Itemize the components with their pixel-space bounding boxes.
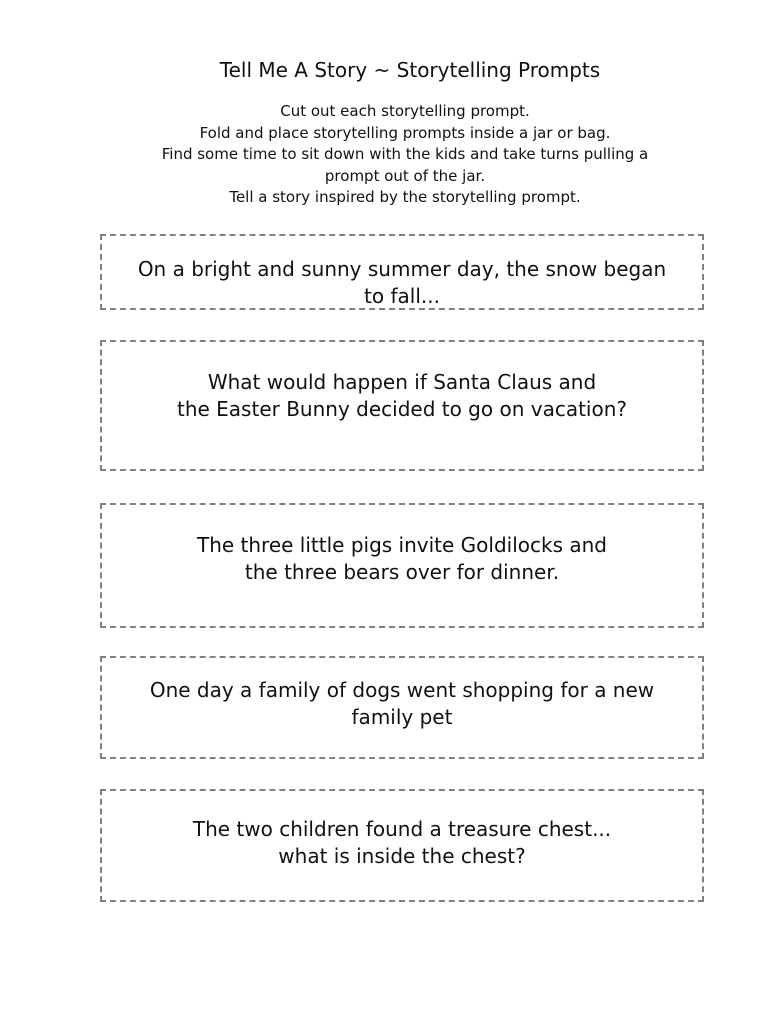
prompt-text: [102, 256, 702, 310]
instruction-line: Cut out each storytelling prompt.: [280, 102, 530, 120]
prompt-line: to fall...: [364, 284, 440, 308]
prompt-line: the three bears over for dinner.: [244, 560, 560, 584]
prompt-line: What would happen if Santa Claus and: [207, 370, 597, 394]
prompt-line: family pet: [351, 705, 453, 729]
prompt-card-2: [100, 340, 704, 471]
prompt-line: One day a family of dogs went shopping for a new: [149, 678, 655, 702]
prompt-text: [177, 369, 627, 423]
prompt-card-3: [100, 503, 704, 628]
prompt-card-1: [100, 234, 704, 310]
instruction-line: Find some time to sit down with the kids and take turns pulling a: [161, 145, 649, 163]
prompt-card-5: [100, 789, 704, 902]
instruction-line: Tell a story inspired by the storytelling prompt.: [229, 188, 581, 206]
prompt-line: the Easter Bunny decided to go on vacation?: [176, 397, 628, 421]
prompt-line: what is inside the chest?: [278, 844, 526, 868]
prompt-line: The two children found a treasure chest...: [192, 817, 612, 841]
prompt-text: [150, 677, 654, 731]
instruction-line: Fold and place storytelling prompts inside a jar or bag.: [199, 123, 611, 142]
prompt-line: The three little pigs invite Goldilocks and: [196, 533, 607, 557]
instructions: [110, 101, 700, 209]
prompt-card-4: [100, 656, 704, 759]
prompt-text: [193, 816, 611, 870]
instruction-line: prompt out of the jar.: [324, 166, 486, 185]
page-title: Tell Me A Story ~ Storytelling Prompts: [219, 58, 601, 82]
prompt-line: On a bright and sunny summer day, the snow began: [137, 257, 667, 281]
prompt-text: [197, 532, 607, 586]
